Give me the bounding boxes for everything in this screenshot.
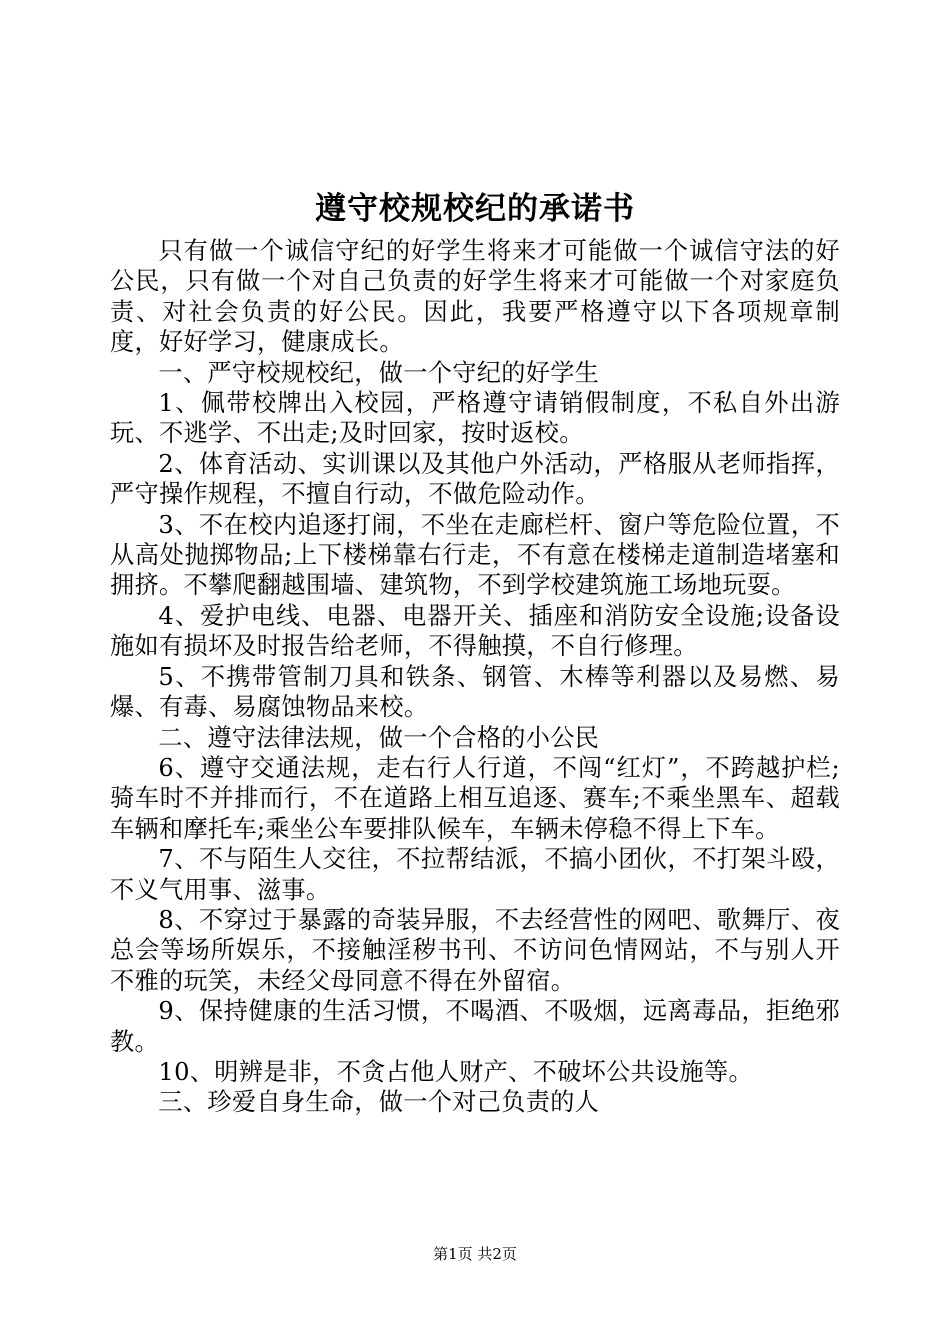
section-heading-1: 一、严守校规校纪，做一个守纪的好学生 — [158, 358, 600, 387]
rule-item-10: 10、明辨是非，不贪占他人财产、不破坏公共设施等。 — [158, 1057, 753, 1086]
rule-item-4: 4、爱护电线、电器、电器开关、插座和消防安全设施;设备设施如有损坏及时报告给老师，不得触摸，不自行修理。 — [110, 601, 840, 661]
section-heading-2: 二、遵守法律法规，做一个合格的小公民 — [158, 723, 600, 752]
rule-item-3: 3、不在校内追逐打闹，不坐在走廊栏杆、窗户等危险位置，不从高处抛掷物品;上下楼梯靠右行走，不有意在楼梯走道制造堵塞和拥挤。不攀爬翻越围墙、建筑物，不到学校建筑施工场地玩耍。 — [110, 510, 840, 600]
document-body — [110, 236, 840, 1118]
intro-paragraph: 只有做一个诚信守纪的好学生将来才可能做一个诚信守法的好公民，只有做一个对自己负责的好学生将来才可能做一个对家庭负责、对社会负责的好公民。因此，我要严格遵守以下各项规章制度，好好学习，健康成长。 — [110, 237, 840, 357]
rule-item-9: 9、保持健康的生活习惯，不喝酒、不吸烟，远离毒品，拒绝邪教。 — [110, 997, 840, 1056]
rule-item-1: 1、佩带校牌出入校园，严格遵守请销假制度，不私自外出游玩、不逃学、不出走;及时回家，按时返校。 — [110, 389, 840, 448]
rule-item-5: 5、不携带管制刀具和铁条、钢管、木棒等利器以及易燃、易爆、有毒、易腐蚀物品来校。 — [110, 662, 840, 722]
rule-item-6: 6、遵守交通法规，走右行人行道，不闯“红灯”，不跨越护栏;骑车时不并排而行，不在道路上相互追逐、赛车;不乘坐黑车、超载车辆和摩托车;乘坐公车要排队候车，车辆未停稳不得上下车。 — [110, 753, 840, 843]
rule-item-8: 8、不穿过于暴露的奇装异服，不去经营性的网吧、歌舞厅、夜总会等场所娱乐，不接触淫秽书刊、不访问色情网站，不与别人开不雅的玩笑，未经父母同意不得在外留宿。 — [110, 905, 840, 995]
section-heading-3: 三、珍爱自身生命，做一个对己负责的人 — [158, 1088, 600, 1117]
page-footer: 第1页 共2页 — [433, 1245, 517, 1263]
document-title: 遵守校规校纪的承诺书 — [315, 191, 635, 227]
rule-item-2: 2、体育活动、实训课以及其他户外活动，严格服从老师指挥，严守操作规程，不擅自行动，不做危险动作。 — [110, 449, 840, 509]
rule-item-7: 7、不与陌生人交往，不拉帮结派，不搞小团伙，不打架斗殴，不义气用事、滋事。 — [110, 845, 840, 904]
